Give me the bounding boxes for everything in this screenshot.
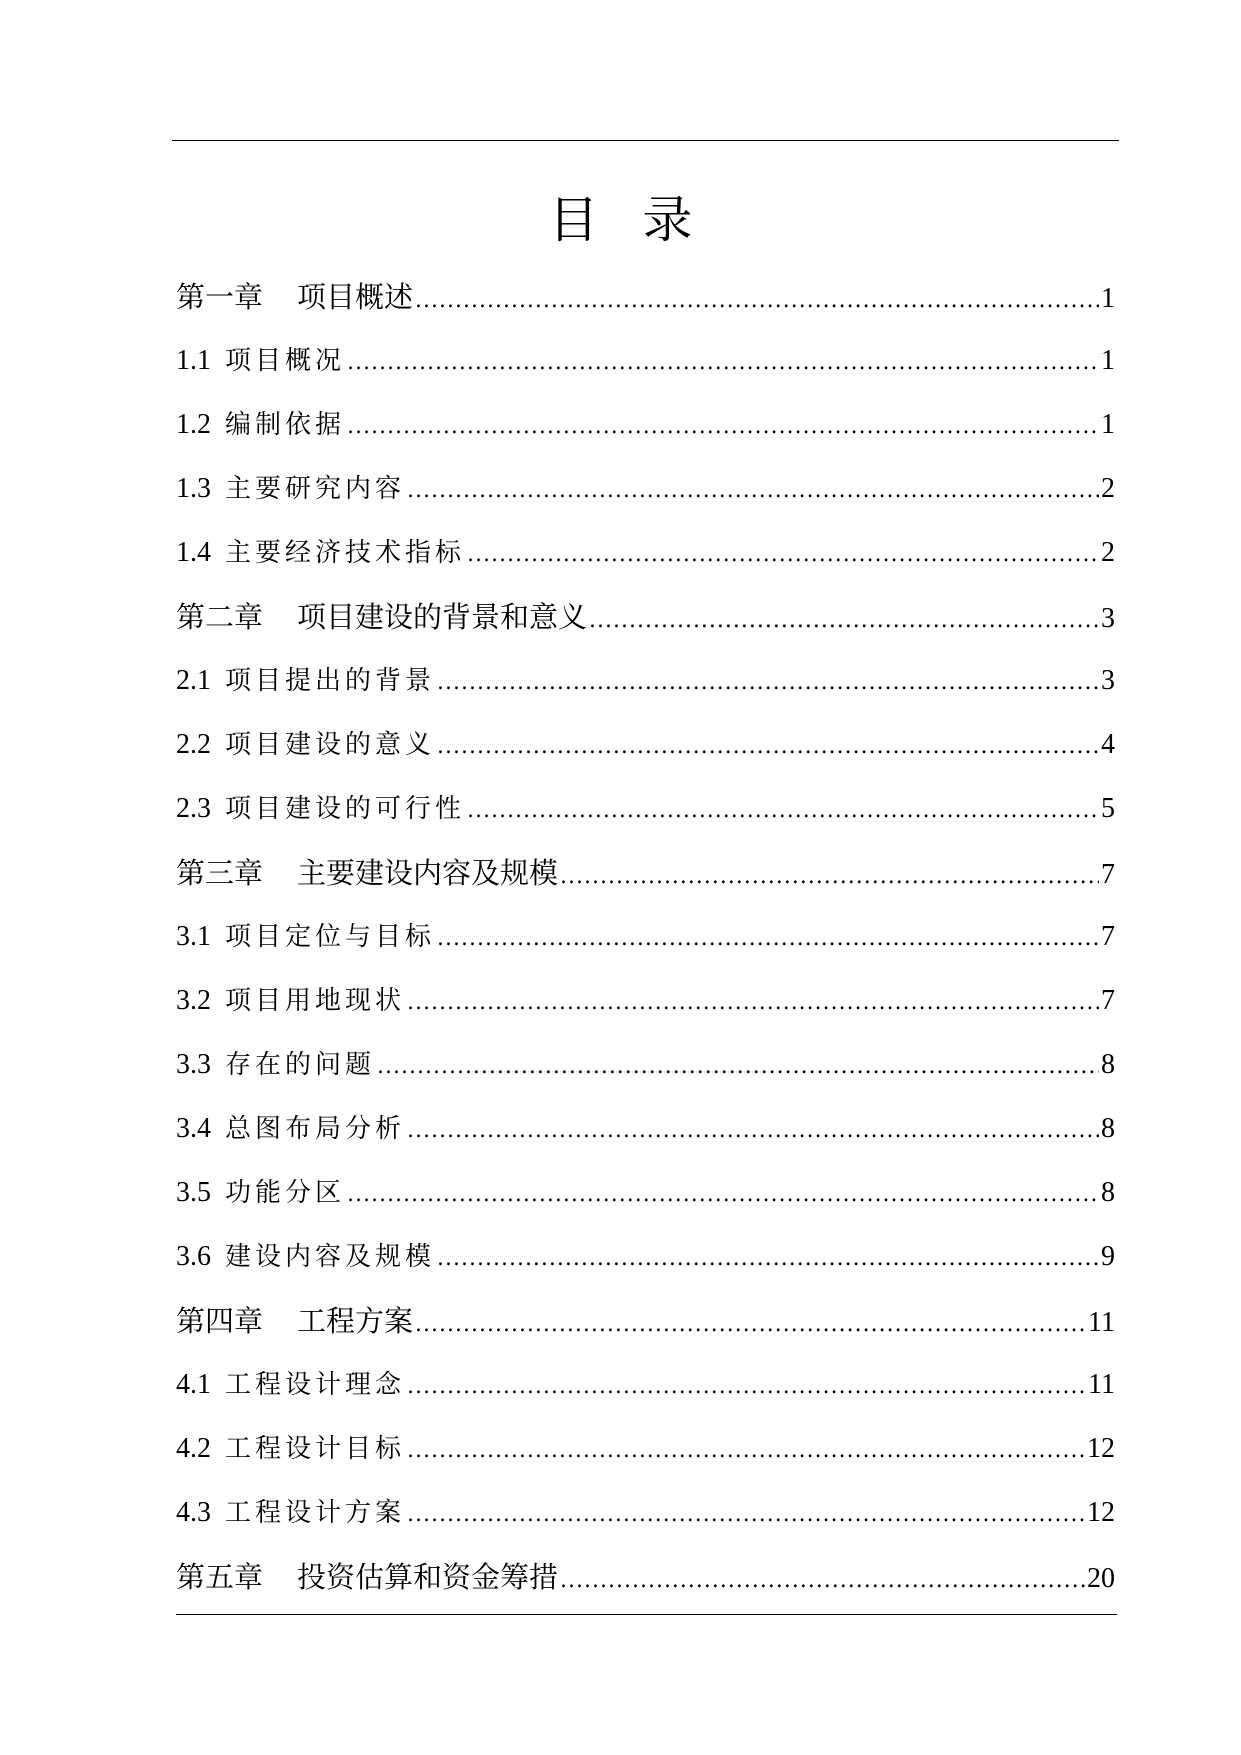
toc-dot-leader [467,779,1099,841]
toc-entry-label [176,265,413,329]
toc-entry-label [176,1545,558,1609]
toc-page-number: 1 [1101,409,1115,440]
toc-section-entry[interactable] [176,1225,1115,1289]
toc-page-number: 12 [1087,1433,1115,1464]
toc-entry-label [176,393,345,457]
toc-entry-number: 1.3 [176,473,211,504]
toc-section-entry[interactable] [176,393,1115,457]
toc-chapter-entry[interactable] [176,1289,1115,1353]
toc-entry-title: 工程方案 [297,1304,414,1338]
toc-entry-number: 第二章 [176,600,264,634]
toc-entry-number: 4.1 [176,1369,211,1400]
toc-entry-number: 第五章 [176,1560,264,1594]
toc-entry-label [176,1417,405,1481]
toc-page-number: 9 [1101,1241,1115,1272]
toc-section-entry[interactable] [176,1417,1115,1481]
toc-entry-title: 项目建设的意义 [225,730,436,760]
toc-entry-label [176,521,465,585]
toc-dot-leader [407,1099,1099,1161]
toc-entry-title: 编制依据 [225,410,346,440]
toc-entry-label [176,585,587,649]
toc-entry-number: 3.5 [176,1177,211,1208]
toc-entry-title: 工程设计目标 [225,1434,406,1464]
toc-dot-leader [415,269,1099,329]
toc-page-number: 12 [1087,1497,1115,1528]
toc-entry-number: 4.2 [176,1433,211,1464]
toc-section-entry[interactable] [176,1353,1115,1417]
toc-page-number: 11 [1088,1307,1115,1338]
toc-entry-label [176,1353,405,1417]
toc-section-entry[interactable] [176,969,1115,1033]
toc-section-entry[interactable] [176,329,1115,393]
toc-entry-label [176,969,405,1033]
toc-entry-title: 项目定位与目标 [225,922,436,952]
toc-section-entry[interactable] [176,521,1115,585]
toc-entry-number: 2.1 [176,665,211,696]
toc-entry-label [176,457,405,521]
toc-entry-number: 第三章 [176,856,264,890]
toc-entry-label [176,1033,375,1097]
toc-entry-number: 3.1 [176,921,211,952]
toc-entry-label [176,1097,405,1161]
toc-entry-number: 2.2 [176,729,211,760]
toc-entry-label [176,841,558,905]
toc-entry-label [176,1225,435,1289]
toc-entry-title: 项目概述 [297,280,414,314]
toc-entry-number: 第四章 [176,1304,264,1338]
footer-rule [176,1614,1117,1615]
toc-dot-leader [437,715,1099,777]
toc-chapter-entry[interactable] [176,841,1115,905]
toc-page-number: 4 [1101,729,1115,760]
toc-section-entry[interactable] [176,457,1115,521]
toc-dot-leader [347,1163,1099,1225]
toc-entry-label [176,649,435,713]
toc-entry-title: 主要建设内容及规模 [297,856,559,890]
toc-entry-title: 投资估算和资金筹措 [297,1560,559,1594]
toc-dot-leader [437,907,1099,969]
toc-dot-leader [467,523,1099,585]
toc-dot-leader [407,1419,1085,1481]
toc-section-entry[interactable] [176,1097,1115,1161]
toc-section-entry[interactable] [176,1161,1115,1225]
toc-page-number: 11 [1088,1369,1115,1400]
toc-entry-label [176,1481,405,1545]
toc-entry-title: 项目用地现状 [225,986,406,1016]
toc-entry-title: 存在的问题 [225,1050,376,1080]
toc-page-number: 8 [1101,1113,1115,1144]
toc-dot-leader [407,971,1099,1033]
toc-dot-leader [407,1483,1085,1545]
title-char-1: 目 [548,191,599,249]
toc-entry-title: 建设内容及规模 [225,1242,436,1272]
header-rule [172,140,1119,141]
toc-page-number: 7 [1101,859,1115,890]
toc-dot-leader [589,589,1099,649]
toc-entry-title: 总图布局分析 [225,1114,406,1144]
toc-section-entry[interactable] [176,649,1115,713]
toc-chapter-entry[interactable] [176,1545,1115,1609]
toc-entry-title: 功能分区 [225,1178,346,1208]
toc-page-number: 2 [1101,537,1115,568]
toc-dot-leader [377,1035,1099,1097]
toc-dot-leader [347,331,1099,393]
toc-page-number: 1 [1101,283,1115,314]
table-of-contents [176,265,1115,1609]
toc-page-number: 2 [1101,473,1115,504]
toc-page-number: 3 [1101,603,1115,634]
toc-section-entry[interactable] [176,905,1115,969]
toc-page-number: 7 [1101,921,1115,952]
toc-dot-leader [407,459,1099,521]
toc-entry-title: 主要经济技术指标 [225,538,466,568]
toc-entry-label [176,329,345,393]
page-title [0,190,1241,250]
toc-entry-title: 项目建设的可行性 [225,794,466,824]
toc-entry-label [176,713,435,777]
toc-page-number: 20 [1087,1563,1115,1594]
toc-entry-number: 4.3 [176,1497,211,1528]
toc-entry-label [176,1289,413,1353]
toc-dot-leader [560,845,1099,905]
toc-chapter-entry[interactable] [176,265,1115,329]
toc-entry-number: 3.2 [176,985,211,1016]
toc-page-number: 7 [1101,985,1115,1016]
toc-page-number: 1 [1101,345,1115,376]
toc-entry-title: 主要研究内容 [225,474,406,504]
toc-entry-label [176,905,435,969]
toc-section-entry[interactable] [176,777,1115,841]
toc-entry-number: 1.1 [176,345,211,376]
toc-dot-leader [407,1355,1086,1417]
title-char-2: 录 [642,191,693,249]
toc-entry-number: 3.3 [176,1049,211,1080]
toc-dot-leader [437,1227,1099,1289]
toc-chapter-entry[interactable] [176,585,1115,649]
toc-page-number: 3 [1101,665,1115,696]
toc-section-entry[interactable] [176,713,1115,777]
toc-entry-number: 1.4 [176,537,211,568]
toc-page-number: 5 [1101,793,1115,824]
toc-entry-title: 工程设计方案 [225,1498,406,1528]
toc-dot-leader [347,395,1099,457]
toc-page-number: 8 [1101,1049,1115,1080]
toc-entry-label [176,1161,345,1225]
toc-dot-leader [437,651,1099,713]
toc-dot-leader [415,1293,1086,1353]
toc-entry-number: 1.2 [176,409,211,440]
toc-entry-number: 3.4 [176,1113,211,1144]
toc-entry-number: 3.6 [176,1241,211,1272]
toc-entry-title: 项目概况 [225,346,346,376]
toc-entry-title: 项目建设的背景和意义 [297,600,588,634]
toc-section-entry[interactable] [176,1033,1115,1097]
toc-entry-number: 2.3 [176,793,211,824]
toc-dot-leader [560,1549,1085,1609]
toc-section-entry[interactable] [176,1481,1115,1545]
toc-page-number: 8 [1101,1177,1115,1208]
toc-entry-number: 第一章 [176,280,264,314]
toc-entry-label [176,777,465,841]
toc-entry-title: 工程设计理念 [225,1370,406,1400]
toc-entry-title: 项目提出的背景 [225,666,436,696]
